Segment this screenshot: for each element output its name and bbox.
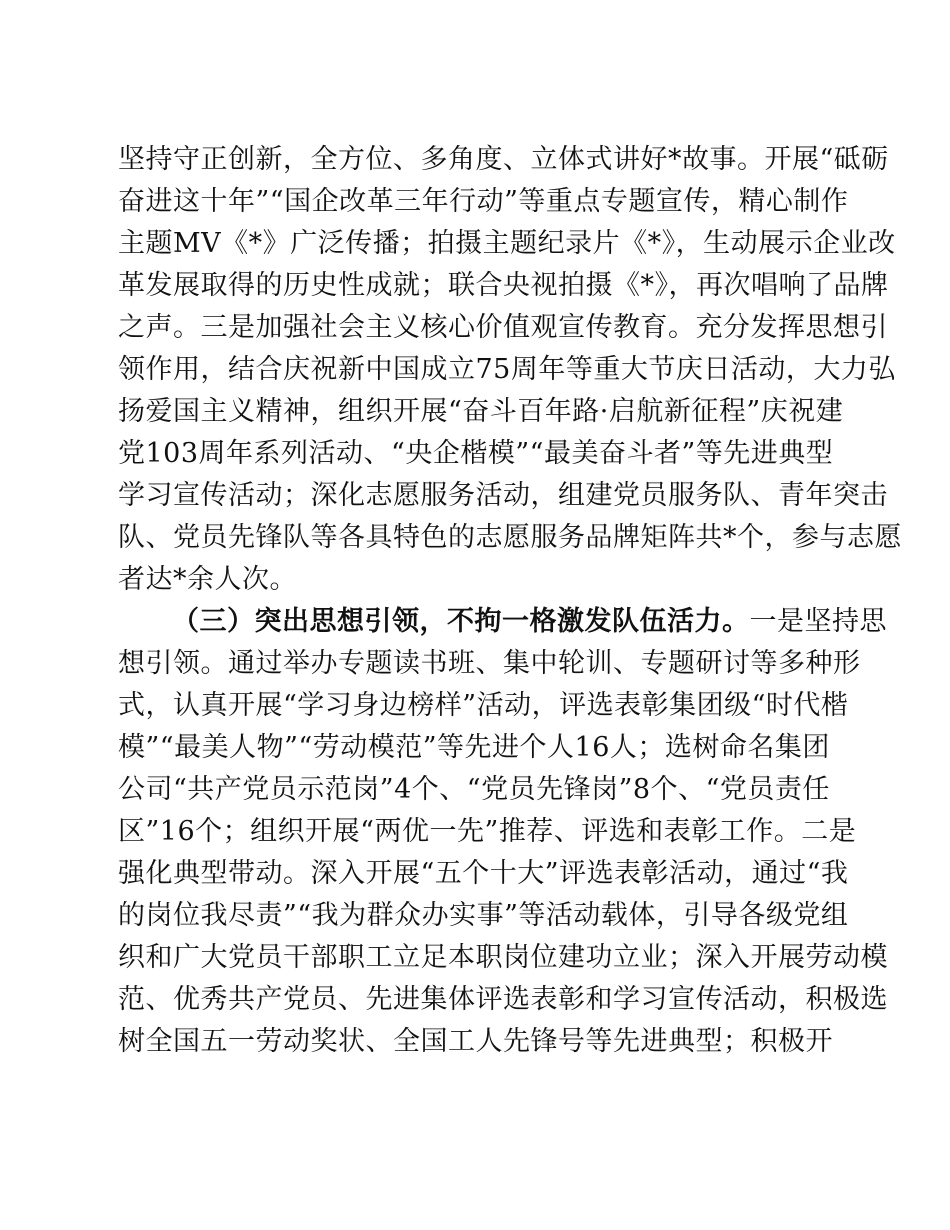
text-line: 领作用，结合庆祝新中国成立75周年等重大节庆日活动，大力弘 xyxy=(118,354,896,385)
text-line: 党103周年系列活动、“央企楷模”“最美奋斗者”等先进典型 xyxy=(118,438,834,469)
text-line: 织和广大党员干部职工立足本职岗位建功立业；深入开展劳动模 xyxy=(118,942,888,973)
body-text xyxy=(118,139,902,1063)
text-line: 革发展取得的历史性成就；联合央视拍摄《*》，再次唱响了品牌 xyxy=(118,270,889,301)
paragraph-2 xyxy=(118,601,888,1063)
text-line: 的岗位我尽责”“我为群众办实事”等活动载体，引导各级党组 xyxy=(118,900,849,931)
text-line: 扬爱国主义精神，组织开展“奋斗百年路·启航新征程”庆祝建 xyxy=(118,396,844,427)
text-line: 强化典型带动。深入开展“五个十大”评选表彰活动，通过“我 xyxy=(118,858,849,889)
section-heading: （三）突出思想引领，不拘一格激发队伍活力。 xyxy=(172,606,750,637)
text-line: 坚持守正创新，全方位、多角度、立体式讲好*故事。开展“砥砺 xyxy=(118,144,889,175)
text-line xyxy=(118,601,887,643)
paragraph-1 xyxy=(118,139,902,601)
text-line: 式，认真开展“学习身边榜样”活动，评选表彰集团级“时代楷 xyxy=(118,690,849,721)
text-line: 公司“共产党员示范岗”4个、“党员先锋岗”8个、“党员责任 xyxy=(118,774,830,805)
text-line: 主题MV《*》广泛传播；拍摄主题纪录片《*》，生动展示企业改 xyxy=(118,228,896,259)
text-line: 范、优秀共产党员、先进集体评选表彰和学习宣传活动，积极选 xyxy=(118,984,888,1015)
text-run: 一是坚持思 xyxy=(749,606,887,637)
text-line: 模”“最美人物”“劳动模范”等先进个人16人；选树命名集团 xyxy=(118,732,830,763)
text-line: 想引领。通过举办专题读书班、集中轮训、专题研讨等多种形 xyxy=(118,648,861,679)
text-line: 学习宣传活动；深化志愿服务活动，组建党员服务队、青年突击 xyxy=(118,480,888,511)
text-line: 区”16个；组织开展“两优一先”推荐、评选和表彰工作。二是 xyxy=(118,816,857,847)
text-line: 树全国五一劳动奖状、全国工人先锋号等先进典型；积极开 xyxy=(118,1026,833,1057)
text-line: 奋进这十年”“国企改革三年行动”等重点专题宣传，精心制作 xyxy=(118,186,849,217)
text-line: 之声。三是加强社会主义核心价值观宣传教育。充分发挥思想引 xyxy=(118,312,888,343)
text-line: 者达*余人次。 xyxy=(118,564,297,595)
text-line: 队、党员先锋队等各具特色的志愿服务品牌矩阵共*个，参与志愿 xyxy=(118,522,902,553)
